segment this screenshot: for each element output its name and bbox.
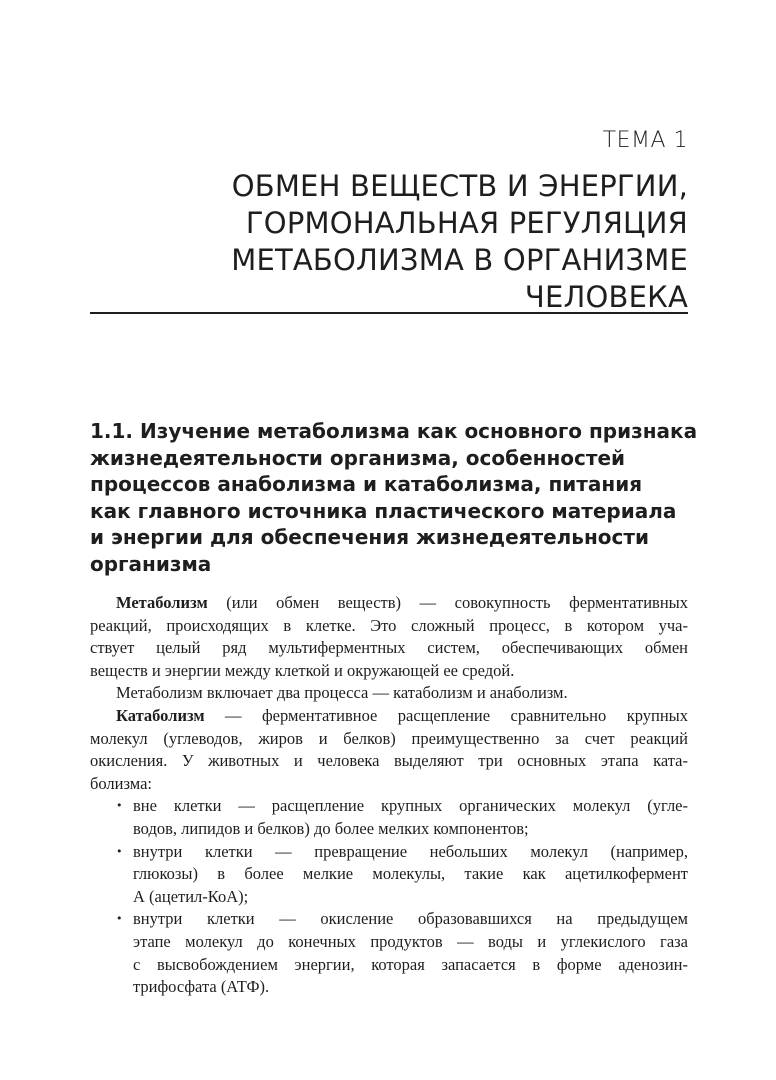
paragraph-line: ствует целый ряд мультиферментных систем, обеспечивающих обмен (90, 638, 688, 658)
section-heading-line: жизнедеятельности организма, особенностей (90, 445, 626, 470)
paragraph-line: болизма: (90, 773, 153, 793)
section-heading-line: как главного источника пластического материала (90, 498, 677, 523)
paragraph-text: (или обмен веществ) — совокупность ферментативных (207, 593, 688, 612)
chapter-title-line: ЧЕЛОВЕКА (524, 280, 688, 314)
list-item-line: вне клетки — расщепление крупных органических молекул (угле- (133, 796, 688, 816)
paragraph-metabolism (90, 592, 688, 682)
list-item-line: водов, липидов и белков) до более мелких компонентов; (133, 818, 529, 838)
paragraph-line: окисления. У животных и человека выделяют три основных этапа ката- (90, 751, 688, 771)
list-item-line: А (ацетил-КоА); (133, 886, 249, 906)
chapter-title-line: ОБМЕН ВЕЩЕСТВ И ЭНЕРГИИ, (231, 169, 688, 203)
paragraph-line (90, 592, 688, 615)
bullet-icon: • (116, 844, 123, 858)
title-divider (90, 312, 688, 314)
paragraph-line: реакций, происходящих в клетке. Это сложный процесс, в котором уча- (90, 615, 688, 635)
paragraph-line: Метаболизм включает два процесса — катаболизм и анаболизм. (116, 683, 568, 703)
list-item (90, 908, 688, 998)
section-heading-line: процессов анаболизма и катаболизма, питания (90, 472, 643, 496)
list-item-line: глюкозы) в более мелкие молекулы, такие как ацетилкофермент (133, 864, 688, 884)
section-heading-line: и энергии для обеспечения жизнедеятельности (90, 525, 649, 549)
bullet-icon: • (116, 912, 123, 926)
catabolism-stages-list (90, 795, 688, 998)
chapter-title-line: ГОРМОНАЛЬНАЯ РЕГУЛЯЦИЯ (245, 206, 688, 240)
list-item (90, 841, 688, 909)
term-catabolism: Катаболизм (116, 705, 205, 725)
term-metabolism: Метаболизм (116, 593, 208, 612)
paragraph-line (90, 705, 688, 728)
paragraph-text: — ферментативное расщепление сравнительно крупных (204, 705, 688, 725)
topic-label: ТЕМА 1 (602, 128, 688, 153)
list-item-line: этапе молекул до конечных продуктов — воды и углекислого газа (133, 931, 688, 951)
paragraph-line: веществ и энергии между клеткой и окружающей ее средой. (90, 660, 515, 680)
list-item-line: с высвобождением энергии, которая запасается в форме аденозин- (133, 954, 688, 974)
chapter-title (128, 168, 688, 316)
list-item-line: внутри клетки — окисление образовавшихся на предыдущем (133, 909, 688, 929)
section-heading (90, 418, 698, 577)
body-text (90, 592, 688, 999)
paragraph-catabolism (90, 705, 688, 795)
paragraph-line: молекул (углеводов, жиров и белков) преимущественно за счет реакций (90, 728, 688, 748)
list-item-line: трифосфата (АТФ). (133, 977, 270, 997)
paragraph-metabolism-processes (90, 682, 688, 705)
list-item (90, 795, 688, 840)
bullet-icon: • (116, 799, 123, 813)
chapter-title-line: МЕТАБОЛИЗМА В ОРГАНИЗМЕ (231, 243, 688, 277)
list-item-line: внутри клетки — превращение небольших молекул (например, (133, 841, 688, 861)
section-heading-line: 1.1. Изучение метаболизма как основного признака (90, 419, 698, 443)
section-heading-line: организма (90, 551, 212, 576)
